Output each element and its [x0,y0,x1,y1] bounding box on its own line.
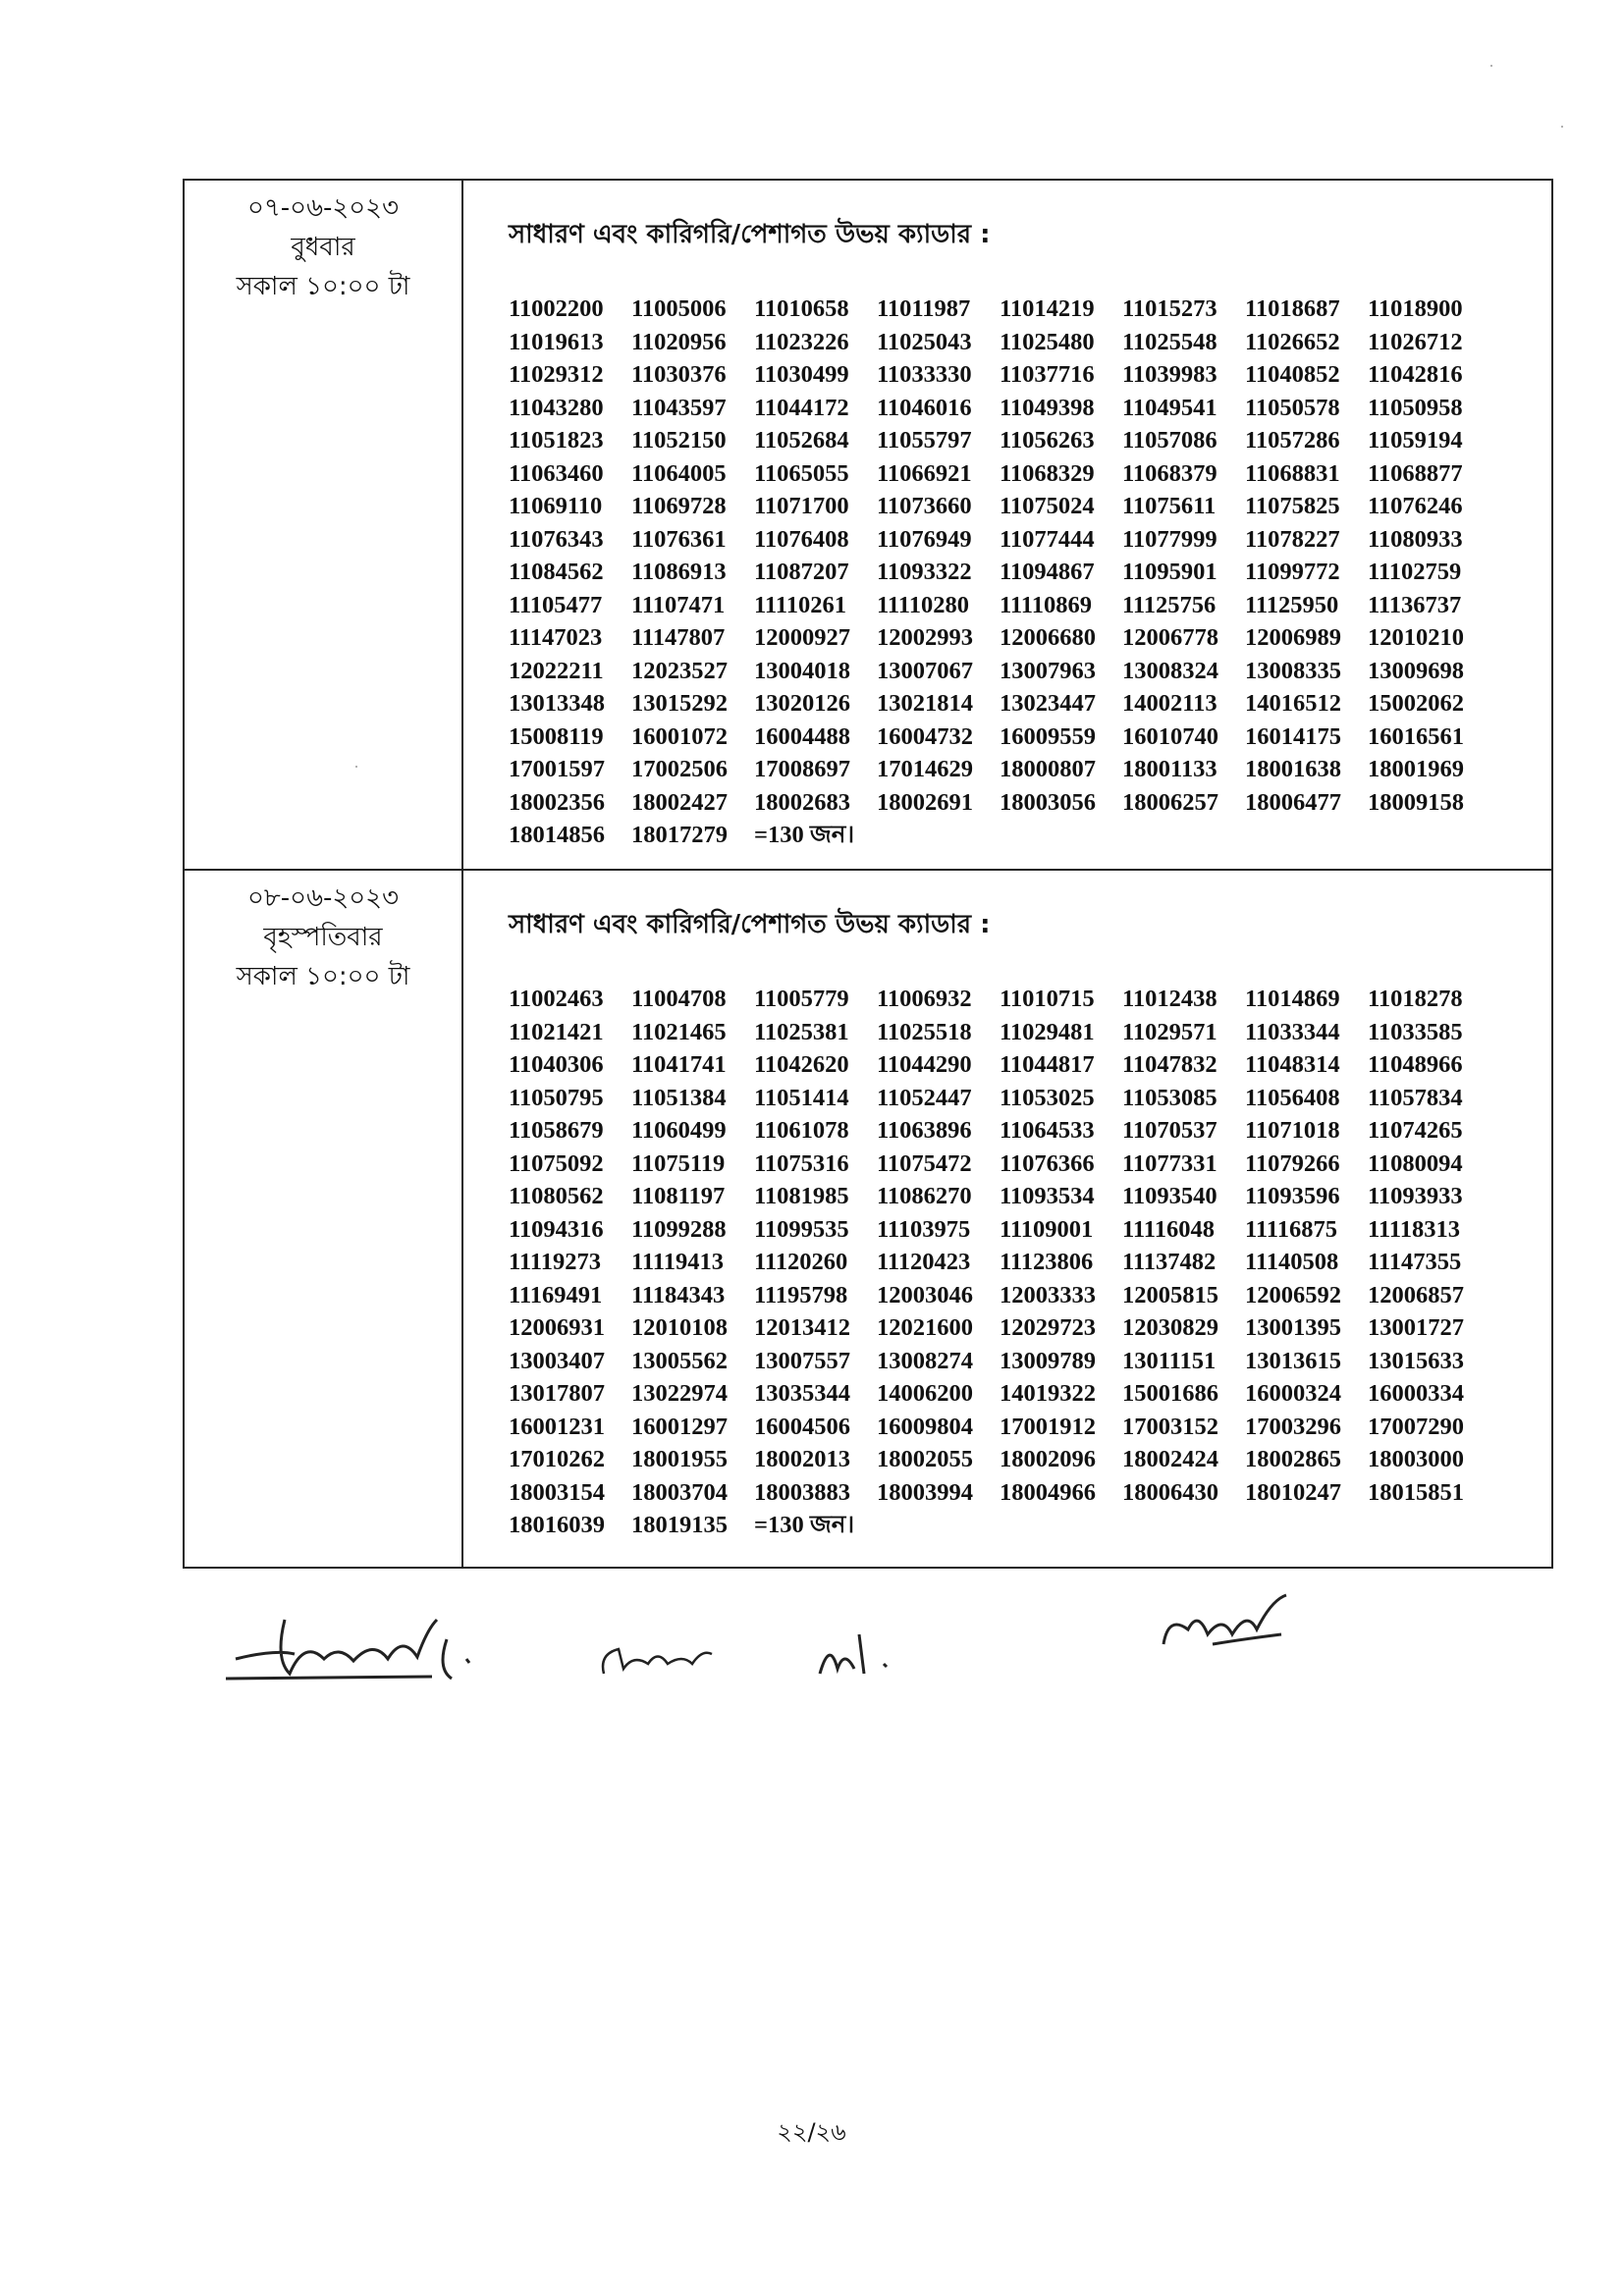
exam-day: বুধবার [291,233,355,262]
roll-number: 18003994 [877,1478,973,1506]
roll-number: 11147355 [1368,1249,1462,1275]
roll-number: 11043280 [509,394,604,421]
roll-number: 18006430 [1122,1478,1218,1506]
date-cell-2 [184,870,462,1568]
roll-number: 11023226 [754,328,849,355]
roll-number: 11057086 [1122,427,1217,454]
roll-number: 16010740 [1122,722,1218,750]
roll-number: 12023527 [631,657,728,684]
roll-number: 11046016 [877,394,972,421]
roll-number: 15001686 [1122,1380,1218,1407]
roll-number: 17003152 [1122,1413,1218,1440]
roll-number: 11076246 [1368,493,1463,519]
roll-number: 12010210 [1368,624,1464,651]
roll-number: 16004506 [754,1413,850,1440]
roll-number: 18001133 [1122,756,1217,782]
roll-number-list [509,983,1500,1542]
roll-number: 11030376 [631,361,727,388]
roll-number: 11057286 [1245,427,1340,454]
roll-number: 11066921 [877,459,972,487]
roll-number: 11039983 [1122,361,1217,388]
roll-number: 11041741 [631,1051,727,1078]
roll-number: 11184343 [631,1281,726,1308]
roll-number: 11055797 [877,427,972,454]
roll-number: 18003154 [509,1478,605,1506]
roll-number: 11069728 [631,493,727,519]
cadre-heading: সাধারণ এবং কারিগরি/পেশাগত উভয় ক্যাডার : [509,220,991,249]
roll-number: 11075119 [631,1149,726,1177]
signature-3 [810,1620,918,1688]
schedule-row-1 [184,180,1552,870]
roll-number: 11059194 [1368,427,1463,454]
roll-number: 11064005 [631,459,727,487]
roll-number: 16009559 [1000,722,1096,750]
roll-number: 11029481 [1000,1018,1095,1045]
roll-number: 11010658 [754,295,849,322]
roll-number: 11042816 [1368,361,1463,388]
roll-number: 11048314 [1245,1051,1340,1078]
roll-number: 17001912 [1000,1413,1096,1440]
roll-number: 12006778 [1122,624,1218,651]
roll-number: 11030499 [754,361,849,388]
roll-number-list [509,293,1500,852]
roll-number: 13017807 [509,1380,605,1407]
roll-number: 11043597 [631,394,727,421]
roll-number: 14002113 [1122,690,1217,717]
roll-number: 17007290 [1368,1413,1464,1440]
roll-number: 11077999 [1122,525,1217,553]
roll-number: 16014175 [1245,722,1341,750]
roll-number: 15008119 [509,722,604,750]
roll-number: 11195798 [754,1281,848,1308]
roll-number: 11051384 [631,1084,727,1111]
roll-number: 11136737 [1368,591,1462,618]
roll-number: 18017279 [631,822,728,848]
roll-number: 11040306 [509,1051,604,1078]
roll-number: 18006257 [1122,788,1218,816]
roll-number: 11051414 [754,1084,849,1111]
roll-number: 16004732 [877,722,973,750]
roll-number: 18003883 [754,1478,850,1506]
roll-number: 11051823 [509,427,604,454]
roll-number: 11093540 [1122,1183,1217,1209]
roll-number: 11006932 [877,986,972,1012]
exam-time: সকাল ১০:০০ টা [236,962,410,991]
roll-number: 12022211 [509,657,604,684]
exam-date: ০৮-০৬-২০২৩ [247,883,399,913]
roll-number: 18002427 [631,788,728,816]
date-cell-1 [184,180,462,870]
roll-number: 11116875 [1245,1215,1337,1243]
total-count: =130 জন। [754,822,855,848]
roll-number: 11099288 [631,1215,727,1243]
roll-number: 12006592 [1245,1281,1341,1308]
exam-time: সকাল ১০:০০ টা [236,272,410,301]
roll-number: 11064533 [1000,1117,1095,1144]
roll-number: 11037716 [1000,361,1095,388]
roll-number: 11029571 [1122,1018,1217,1045]
roll-number: 13013615 [1245,1347,1341,1374]
roll-number: 11093322 [877,559,972,585]
roll-number: 11075092 [509,1149,604,1177]
roll-number: 16001072 [631,722,728,750]
roll-number: 11147807 [631,624,726,651]
roll-number: 11076361 [631,525,727,553]
roll-number: 12010108 [631,1314,728,1341]
roll-number: 11040852 [1245,361,1340,388]
roll-number: 11107471 [631,591,726,618]
roll-number: 11063896 [877,1117,972,1144]
total-count: =130 জন। [754,1512,855,1538]
roll-number: 11080094 [1368,1149,1463,1177]
page-number: ২২/২৬ [777,2118,846,2146]
roll-number: 11169491 [509,1281,603,1308]
roll-number: 13015633 [1368,1347,1464,1374]
roll-number: 11018278 [1368,986,1463,1012]
roll-number: 11049541 [1122,394,1217,421]
roll-number: 11084562 [509,559,604,585]
roll-number: 11125756 [1122,591,1217,618]
roll-number: 11050578 [1245,394,1340,421]
roll-number: 11077444 [1000,525,1095,553]
roll-number: 11102759 [1368,559,1462,585]
roll-number: 11075472 [877,1149,972,1177]
roll-number: 11025548 [1122,328,1217,355]
roll-number: 13004018 [754,657,850,684]
scan-speck [1490,65,1492,67]
roll-number: 11081985 [754,1183,849,1209]
roll-number: 11068379 [1122,459,1217,487]
roll-number: 11060499 [631,1117,727,1144]
roll-number: 11119413 [631,1249,724,1275]
roll-number: 11120423 [877,1249,971,1275]
roll-number: 11093534 [1000,1183,1095,1209]
roll-number: 13008324 [1122,657,1218,684]
roll-number: 11056408 [1245,1084,1340,1111]
roll-number: 12006857 [1368,1281,1464,1308]
roll-number: 11011987 [877,295,971,322]
roll-number: 11033585 [1368,1018,1463,1045]
roll-number: 11079266 [1245,1149,1340,1177]
roll-number: 11094867 [1000,559,1095,585]
roll-number: 18019135 [631,1512,728,1538]
roll-number: 11087207 [754,559,849,585]
roll-number: 11002463 [509,986,604,1012]
roll-number: 18001969 [1368,756,1464,782]
roll-number: 18002865 [1245,1446,1341,1472]
roll-number: 11094316 [509,1215,604,1243]
roll-number: 11029312 [509,361,604,388]
roll-number: 15002062 [1368,690,1464,717]
roll-number: 11095901 [1122,559,1217,585]
roll-number: 11025043 [877,328,972,355]
roll-number: 13009789 [1000,1347,1096,1374]
roll-number: 11076408 [754,525,849,553]
roll-number: 12006989 [1245,624,1341,651]
roll-number: 13015292 [631,690,728,717]
roll-number: 18003056 [1000,788,1096,816]
roll-number: 11080933 [1368,525,1463,553]
roll-number: 11147023 [509,624,603,651]
roll-number: 18002683 [754,788,850,816]
roll-number: 11120260 [754,1249,848,1275]
signature-1 [216,1600,491,1698]
roll-number: 11020956 [631,328,727,355]
roll-number: 13007557 [754,1347,850,1374]
roll-number: 18003704 [631,1478,728,1506]
roll-number: 11075825 [1245,493,1340,519]
roll-number: 11026712 [1368,328,1463,355]
roll-number: 11061078 [754,1117,849,1144]
roll-number: 13003407 [509,1347,605,1374]
roll-number: 12003333 [1000,1281,1096,1308]
roll-number: 12006680 [1000,624,1096,651]
roll-number: 11140508 [1245,1249,1339,1275]
roll-number: 13001727 [1368,1314,1464,1341]
roll-number: 11075611 [1122,493,1217,519]
roll-number: 11042620 [754,1051,849,1078]
roll-number: 11056263 [1000,427,1095,454]
roll-number: 11004708 [631,986,727,1012]
roll-number: 11076949 [877,525,972,553]
roll-number: 18000807 [1000,756,1096,782]
roll-number: 11015273 [1122,295,1217,322]
roll-number: 11075024 [1000,493,1095,519]
roll-number: 17001597 [509,756,605,782]
roll-number: 13008274 [877,1347,973,1374]
roll-number: 13007963 [1000,657,1096,684]
roll-number: 11069110 [509,493,603,519]
roll-number: 11050795 [509,1084,604,1111]
roll-number: 11019613 [509,328,604,355]
roll-number: 16001231 [509,1413,605,1440]
roll-list-cell-1 [462,180,1552,870]
roll-number: 11137482 [1122,1249,1217,1275]
roll-number: 11018900 [1368,295,1463,322]
roll-number: 11075316 [754,1149,849,1177]
roll-number: 12013412 [754,1314,850,1341]
roll-number: 11077331 [1122,1149,1217,1177]
roll-number: 18002424 [1122,1446,1218,1472]
roll-number: 11057834 [1368,1084,1463,1111]
roll-number: 11025518 [877,1018,972,1045]
roll-number: 11118313 [1368,1215,1460,1243]
roll-number: 12002993 [877,624,973,651]
roll-number: 11073660 [877,493,972,519]
roll-number: 17002506 [631,756,728,782]
roll-number: 11065055 [754,459,849,487]
roll-number: 11025381 [754,1018,849,1045]
roll-number: 11002200 [509,295,604,322]
roll-number: 18016039 [509,1512,605,1538]
roll-number: 13020126 [754,690,850,717]
roll-number: 11110280 [877,591,969,618]
roll-number: 16009804 [877,1413,973,1440]
roll-number: 11103975 [877,1215,971,1243]
schedule-row-2 [184,870,1552,1568]
roll-number: 11074265 [1368,1117,1463,1144]
exam-day: বৃহস্পতিবার [263,923,383,952]
roll-number: 11110869 [1000,591,1092,618]
roll-number: 11076343 [509,525,604,553]
roll-number: 12030829 [1122,1314,1218,1341]
roll-number: 11099535 [754,1215,849,1243]
roll-number: 11099772 [1245,559,1340,585]
roll-number: 18002055 [877,1446,973,1472]
roll-list-cell-2 [462,870,1552,1568]
roll-number: 12003046 [877,1281,973,1308]
roll-number: 11044817 [1000,1051,1095,1078]
roll-number: 18009158 [1368,788,1464,816]
roll-number: 18002691 [877,788,973,816]
roll-number: 11005006 [631,295,727,322]
roll-number: 11049398 [1000,394,1095,421]
roll-number: 12005815 [1122,1281,1218,1308]
roll-number: 11052447 [877,1084,972,1111]
roll-number: 11053025 [1000,1084,1095,1111]
roll-number: 11110261 [754,591,846,618]
signatures [216,1571,1345,1708]
roll-number: 11021421 [509,1018,604,1045]
roll-number: 18001955 [631,1446,728,1472]
roll-number: 11052684 [754,427,849,454]
roll-number: 11005779 [754,986,849,1012]
roll-number: 14019322 [1000,1380,1096,1407]
roll-number: 14016512 [1245,690,1341,717]
roll-number: 13023447 [1000,690,1096,717]
signature-2 [594,1629,722,1688]
roll-number: 16004488 [754,722,850,750]
roll-number: 11123806 [1000,1249,1094,1275]
roll-number: 17010262 [509,1446,605,1472]
roll-number: 13005562 [631,1347,728,1374]
roll-number: 11044290 [877,1051,972,1078]
roll-number: 11026652 [1245,328,1340,355]
roll-number: 11050958 [1368,394,1463,421]
scan-speck [1561,126,1563,128]
roll-number: 18003000 [1368,1446,1464,1472]
roll-number: 11109001 [1000,1215,1094,1243]
roll-number: 11053085 [1122,1084,1217,1111]
roll-number: 11018687 [1245,295,1340,322]
exam-date: ০৭-০৬-২০২৩ [246,193,399,223]
roll-number: 16001297 [631,1413,728,1440]
roll-number: 17008697 [754,756,850,782]
roll-number: 16016561 [1368,722,1464,750]
signature-4 [1154,1590,1301,1669]
roll-number: 18002013 [754,1446,850,1472]
roll-number: 11063460 [509,459,604,487]
roll-number: 18001638 [1245,756,1341,782]
roll-number: 11080562 [509,1183,604,1209]
roll-number: 11071018 [1245,1117,1340,1144]
roll-number: 11025480 [1000,328,1095,355]
roll-number: 11105477 [509,591,603,618]
roll-number: 14006200 [877,1380,973,1407]
roll-number: 11048966 [1368,1051,1463,1078]
roll-number: 18014856 [509,822,605,848]
roll-number: 18002096 [1000,1446,1096,1472]
roll-number: 11033330 [877,361,972,388]
roll-number: 11058679 [509,1117,604,1144]
roll-number: 16000324 [1245,1380,1341,1407]
roll-number: 11033344 [1245,1018,1340,1045]
roll-number: 18006477 [1245,788,1341,816]
roll-number: 11047832 [1122,1051,1217,1078]
roll-number: 11010715 [1000,986,1095,1012]
roll-number: 13008335 [1245,657,1341,684]
roll-number: 11068831 [1245,459,1340,487]
roll-number: 18015851 [1368,1478,1464,1506]
roll-number: 18002356 [509,788,605,816]
roll-number: 13035344 [754,1380,850,1407]
roll-number: 11125950 [1245,591,1339,618]
exam-schedule-table [183,179,1553,1569]
roll-number: 11012438 [1122,986,1217,1012]
scan-speck [355,766,357,768]
roll-number: 11076366 [1000,1149,1095,1177]
roll-number: 12006931 [509,1314,605,1341]
roll-number: 13001395 [1245,1314,1341,1341]
roll-number: 12021600 [877,1314,973,1341]
roll-number: 11014869 [1245,986,1340,1012]
roll-number: 11044172 [754,394,849,421]
roll-number: 13009698 [1368,657,1464,684]
roll-number: 17003296 [1245,1413,1341,1440]
roll-number: 11093933 [1368,1183,1463,1209]
roll-number: 13021814 [877,690,973,717]
roll-number: 11052150 [631,427,727,454]
roll-number: 11014219 [1000,295,1095,322]
roll-number: 17014629 [877,756,973,782]
roll-number: 11071700 [754,493,849,519]
roll-number: 12029723 [1000,1314,1096,1341]
roll-number: 11086913 [631,559,727,585]
roll-number: 11068329 [1000,459,1095,487]
roll-number: 11021465 [631,1018,727,1045]
cadre-heading: সাধারণ এবং কারিগরি/পেশাগত উভয় ক্যাডার : [509,910,991,939]
roll-number: 11068877 [1368,459,1463,487]
roll-number: 13022974 [631,1380,728,1407]
roll-number: 11086270 [877,1183,972,1209]
roll-number: 18010247 [1245,1478,1341,1506]
roll-number: 12000927 [754,624,850,651]
roll-number: 18004966 [1000,1478,1096,1506]
roll-number: 13007067 [877,657,973,684]
roll-number: 11081197 [631,1183,726,1209]
roll-number: 11119273 [509,1249,601,1275]
roll-number: 11116048 [1122,1215,1215,1243]
roll-number: 11078227 [1245,525,1340,553]
roll-number: 11070537 [1122,1117,1217,1144]
roll-number: 13013348 [509,690,605,717]
roll-number: 11093596 [1245,1183,1340,1209]
roll-number: 13011151 [1122,1347,1217,1374]
roll-number: 16000334 [1368,1380,1464,1407]
